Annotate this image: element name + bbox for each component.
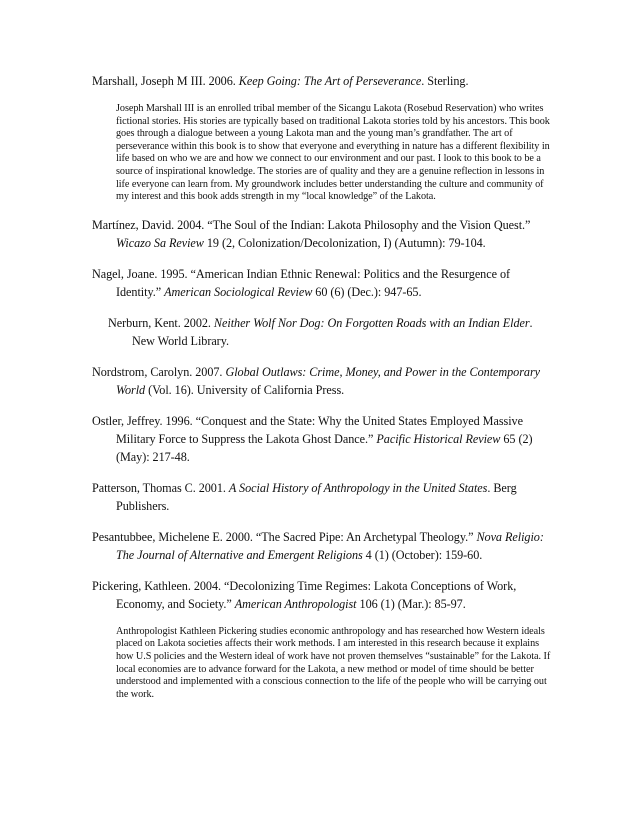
author-year: Pesantubbee, Michelene E. 2000. “The Sacred Pipe: An Archetypal Theology.” <box>92 529 477 544</box>
bib-entry-pesantubbee <box>92 528 554 564</box>
annotation-pickering: Anthropologist Kathleen Pickering studies economic anthropology and has researched how Western ideals placed on Lakota societies affects their work methods. I am interested in this research because it explains how U.S policies and the Western ideal of work have not proven themselves “sustainable” for the Lakota. If local economies are to advance forward for the Lakota, a new method or model of time should be better understood and implemented with a conscious connection to the life of the people who will be carrying out the work. <box>116 625 551 700</box>
publication-info: 19 (2, Colonization/Decolonization, I) (Autumn): 79-104. <box>203 235 486 250</box>
author-year: Nordstrom, Carolyn. 2007. <box>92 364 226 379</box>
publication-info: 4 (1) (October): 159-60. <box>362 547 483 562</box>
publication-info: . Sterling. <box>421 74 469 88</box>
author-year: Ostler, Jeffrey. 1996. “Conquest and the State: Why the United States Employed Massive Military Force to Suppress the Lakota Ghost Dance.” <box>92 413 523 446</box>
author-year: Nagel, Joane. 1995. “American Indian Ethnic Renewal: Politics and the Resurgence of Identity.” <box>92 266 510 299</box>
work-title: Global Outlaws: Crime, Money, and Power in the Contemporary World <box>116 364 541 397</box>
bib-entry-nordstrom <box>92 363 554 399</box>
bib-entry-pickering <box>92 577 554 613</box>
publication-info: 60 (6) (Dec.): 947-65. <box>312 284 422 299</box>
work-title: Neither Wolf Nor Dog: On Forgotten Roads with an Indian Elder <box>213 315 530 330</box>
bibliography <box>92 72 554 713</box>
publication-info: . Berg Publishers. <box>116 480 517 513</box>
work-title: A Social History of Anthropology in the United States <box>228 480 488 495</box>
publication-info: 106 (1) (Mar.): 85-97. <box>356 596 466 611</box>
author-year: Patterson, Thomas C. 2001. <box>92 480 229 495</box>
work-title: Pacific Historical Review <box>376 431 501 446</box>
work-title: Nova Religio: The Journal of Alternative and Emergent Religions <box>116 529 544 562</box>
author-year: Pickering, Kathleen. 2004. “Decolonizing Time Regimes: Lakota Conceptions of Work, Economy, and Society.” <box>92 578 517 611</box>
author-year: Marshall, Joseph M III. 2006. <box>92 74 239 88</box>
author-year: Nerburn, Kent. 2002. <box>108 315 214 330</box>
work-title: Wicazo Sa Review <box>116 235 204 250</box>
bib-entry-nerburn <box>92 314 554 350</box>
publication-info: 65 (2) (May): 217-48. <box>116 431 533 464</box>
publication-info: . New World Library. <box>132 315 533 348</box>
author-year: Martínez, David. 2004. “The Soul of the Indian: Lakota Philosophy and the Vision Quest.” <box>92 217 531 232</box>
annotation-marshall: Joseph Marshall III is an enrolled tribal member of the Sicangu Lakota (Rosebud Reservation) who writes fictional stories. His stories are typically based on traditional Lakota stories told by his ancestors. This book goes through a dialogue between a young Lakota man and the young man’s grandfather. The art of perseverance within this book is to show that everyone and everything in nature has a different flexibility in life based on who we are and how we connect to our environment and our past. I look to this book to be a source of inspirational knowledge. The stories are of quality and they are a genuine reflection in lessons in life everyone can learn from. My groundwork includes better understanding the culture and community of my interest and this book adds strength in my “local knowledge” of the Lakota. <box>116 103 550 203</box>
publication-info: (Vol. 16). University of California Press. <box>145 382 345 397</box>
bib-entry-ostler <box>92 412 554 466</box>
work-title: Keep Going: The Art of Perseverance <box>238 74 422 88</box>
bib-entry-marshall <box>92 72 554 90</box>
work-title: American Sociological Review <box>164 284 313 299</box>
work-title: American Anthropologist <box>234 596 357 611</box>
bib-entry-patterson <box>92 479 554 515</box>
bib-entry-nagel <box>92 265 554 301</box>
bib-entry-martinez <box>92 216 554 252</box>
